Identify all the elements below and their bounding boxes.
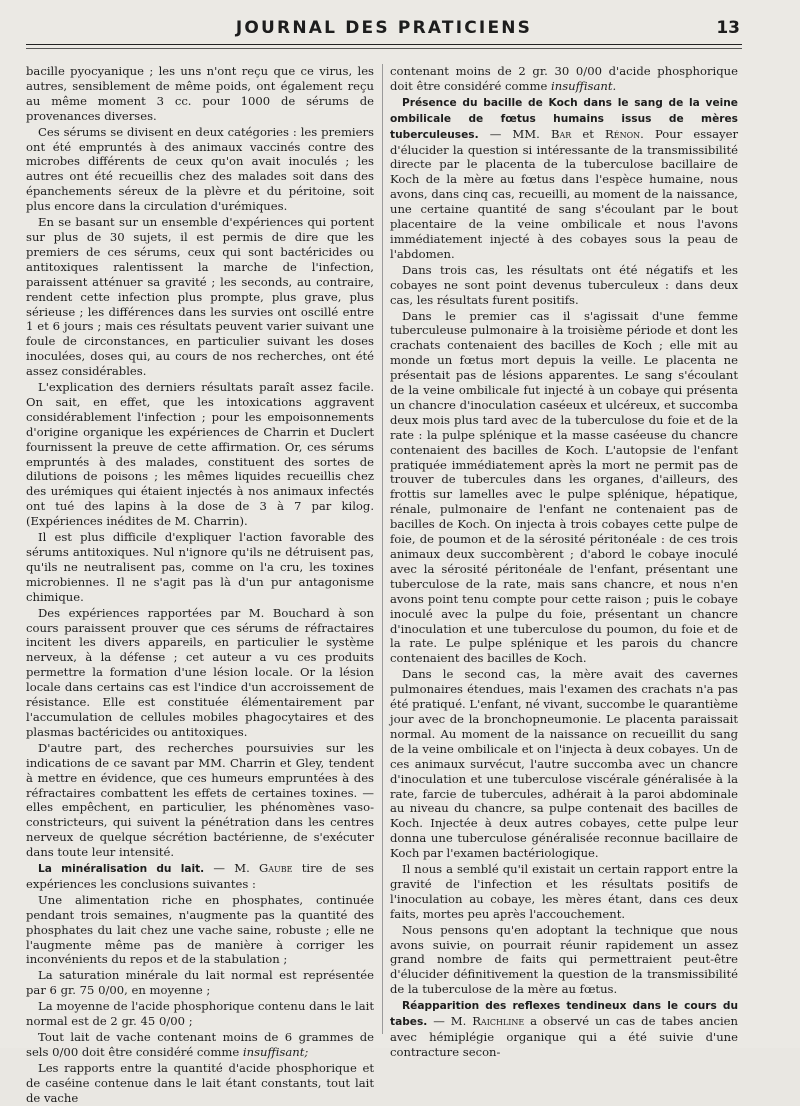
paragraph-text: a observé un cas de tabes ancien avec hémiplégie organique qui a été suivie d'une contracture secon- [390, 1014, 738, 1059]
paragraph: bacille pyocyanique ; les uns n'ont reçu que ce virus, les autres, sensiblement de même poids, ont également reçu au même moment 3 cc. pour 1000 de sérums de provenances diverses. [26, 64, 374, 123]
section-title: Réapparition des reflexes tendineux dans le cours du tabes. [390, 1000, 738, 1029]
paragraph [26, 1030, 374, 1060]
conjunction: et [571, 126, 606, 141]
paragraph-text: contenant moins de 2 gr. 30 0/00 d'acide phosphorique doit être considéré comme [390, 64, 738, 93]
paragraph: Il est plus difficile d'expliquer l'action favorable des sérums antitoxiques. Nul n'ignore qu'ils ne détruisent pas, qu'ils ne neutralisent pas, comme on l'a cru, les toxines microbiennes. Il ne s'agit pas là d'un pur antagonisme chimique. [26, 530, 374, 604]
column-divider [382, 64, 383, 1034]
paragraph [390, 64, 738, 94]
paragraph [26, 380, 374, 529]
paragraph-text: Tout lait de vache contenant moins de 6 grammes de sels 0/00 doit être considéré comme [26, 1030, 374, 1059]
author-name: M. Charrin [174, 514, 240, 529]
paragraph: Nous pensons qu'en adoptant la technique que nous avons suivie, on pourrait réunir rapidement un assez grand nombre de faits qui permettraient peut-être d'élucider définitivement la question de la transmissibilité de la tuberculose de la mère au fœtus. [390, 922, 738, 997]
author-name: Gaube [259, 861, 293, 876]
paragraph: D'autre part, des recherches poursuivies sur les indications de ce savant par MM. Charrin et Gley, tendent à mettre en évidence, que ces humeurs empruntées à des réfractaires combattent les effets de certaines toxines. — elles empêchent, en particulier, les phénomènes vaso-constricteurs, qui suivent la pénétration dans les centres nerveux de quelque sécrétion bactérienne, de s'exécuter dans toute leur intensité. [26, 740, 374, 860]
paragraph-text: tire de ses expériences les conclusions suivantes : [26, 861, 374, 891]
header-rule [26, 44, 742, 45]
section-paragraph [26, 861, 374, 892]
paragraph: La saturation minérale du lait normal est représentée par 6 gr. 75 0/00, en moyenne ; [26, 968, 374, 998]
author-name: Bar [550, 126, 572, 141]
paragraph: Des expériences rapportées par M. Bouchard à son cours paraissent prouver que ces sérums de réfractaires incitent les divers appareils, en particulier le système nerveux, à la défense ; cet auteur a vu ces produits permettre la formation d'une lésion locale. Or la lésion locale dans certains cas est l'indice d'un accroissement de résistance. Elle est constituée élémentairement par l'accumulation de cellules mobiles phagocytaires et des plasmas bactéricides ou antitoxiques. [26, 605, 374, 739]
paragraph: En se basant sur un ensemble d'expériences qui portent sur plus de 30 sujets, il est permis de dire que les premiers de ces sérums, ceux qui sont bactéricides ou antitoxiques ralentissent la marche de l'infection, paraissent atténuer sa gravité ; les seconds, au contraire, rendent cette infection plus prompte, plus grave, plus sérieuse ; les différences dans les survies ont oscillé entre 1 et 6 jours ; mais ces résultats peuvent varier suivant une foule de circonstances, en particulier suivant les doses inoculées, doses qui, au cours de nos recherches, ont été assez considérables. [26, 215, 374, 379]
section-dash: — M. [204, 861, 260, 876]
paragraph: Une alimentation riche en phosphates, continuée pendant trois semaines, n'augmente pas la quantité des phosphates du lait chez une vache saine, robuste ; elle ne l'augmente même pas de manière à corriger les inconvénients du repos et de la stabulation ; [26, 892, 374, 967]
paragraph: Dans le second cas, la mère avait des cavernes pulmonaires étendues, mais l'examen des crachats n'a pas été pratiqué. L'enfant, né vivant, succombe le quarantième jour avec de la bronchopneumonie. Le placenta paraissait normal. Au moment de la naissance on recueillit du sang de la veine ombilicale et on l'injecta à deux cobayes. Un de ces animaux survécut, l'autre succomba avec un chancre d'inoculation et une tuberculose viscérale généralisée à la rate, farcie de tubercules, adhérait à la paroi abdominale au niveau du chancre, sa pulpe contenait des bacilles de Koch. Injectée à deux autres cobayes, cette pulpe leur donna une tuberculose généralisée reconnue bacillaire de Koch par l'examen bactériologique. [390, 667, 738, 861]
paragraph-text: . Pour essayer d'élucider la question si intéressante de la transmissibilité directe par le placenta de la tuberculose bacillaire de Koch de la mère au fœtus dans l'espèce humaine, nous avons, dans cinq cas, recueilli, au moment de la naissance, une certaine quantité de sang s'écoulant par le bout placentaire de la veine ombilicale et nous l'avons immédiatement injecté à des cobayes sous la peau de l'abdomen. [390, 126, 738, 261]
left-column [26, 64, 374, 1105]
section-title: La minéralisation du lait. [38, 863, 205, 876]
italic-text: insuffisant; [242, 1044, 309, 1059]
author-name: Rénon [605, 126, 641, 141]
section-paragraph [390, 95, 738, 262]
paragraph: Dans le premier cas il s'agissait d'une femme tuberculeuse pulmonaire à la troisième période et dont les crachats contenaient des bacilles de Koch ; elle mit au monde un fœtus mort depuis la veille. Le placenta ne présentait pas de lésions apparentes. Le sang s'écoulant de la veine ombilicale fut injecté à un cobaye qui présenta un chancre d'inoculation caséeux et ulcéreux, et succomba deux mois plus tard avec de la tuberculose du foie et de la rate : la pulpe splénique et la masse caséeuse du chancre contenaient des bacilles de Koch. L'autopsie de l'enfant pratiquée immédiatement après la mort ne permit pas de trouver de tubercules dans les organes, d'ailleurs, des frottis sur lamelles avec le pulpe splénique, hépatique, rénale, pulmonaire de l'enfant ne contenaient pas de bacilles de Koch. On injecta à trois cobayes cette pulpe de foie, de poumon et de la sérosité péritonéale : de ces trois animaux deux succombèrent ; d'abord le cobaye inoculé avec la sérosité péritonéale de l'enfant, présentant une tuberculose de la rate, mais sans chancre, et nous n'en avons point tenu compte pour cette raison ; puis le cobaye inoculé avec la pulpe du foie, présentant un chancre d'inoculation et une tuberculose du poumon, du foie et de la rate. Le pulpe splénique et les parois du chancre contenaient des bacilles de Koch. [390, 308, 738, 666]
section-title: Présence du bacille de Koch dans le sang de la veine ombilicale de fœtus humains issus de mères tuberculeuses. [390, 96, 738, 141]
paragraph: Il nous a semblé qu'il existait un certain rapport entre la gravité de l'infection et les résultats positifs de l'inoculation au cobaye, les mères étant, dans ces deux faits, mortes peu après l'accouchement. [390, 862, 738, 921]
section-paragraph [390, 998, 738, 1060]
section-dash: — M. [427, 1014, 473, 1029]
author-name: Raichline [472, 1014, 525, 1029]
page-header [26, 14, 742, 44]
paragraph-text: L'explication des derniers résultats paraît assez facile. On sait, en effet, que les intoxications aggravent considérablement l'infection ; pour les empoisonnements d'origine organique les expériences de Charrin et Duclert fournissent la preuve de cette affirmation. Or, ces sérums empruntés à des malades, constituent des sortes de dilutions de poisons ; les mêmes liquides recueillis chez des urémiques qui étaient injectés à nos animaux infectés ont tué des lapins à la dose de 3 à 7 par kilog. (Expériences inédites de [26, 380, 374, 529]
paragraph: Les rapports entre la quantité d'acide phosphorique et de caséine contenue dans le lait étant constants, tout lait de vache [26, 1060, 374, 1105]
paragraph-text: ). [239, 514, 248, 529]
right-column [390, 64, 738, 1059]
italic-text: insuffisant. [551, 78, 617, 93]
journal-title: JOURNAL DES PRATICIENS [235, 18, 533, 38]
paragraph: Dans trois cas, les résultats ont été négatifs et les cobayes ne sont point devenus tuberculeux : dans deux cas, les résultats furent positifs. [390, 262, 738, 307]
page-number: 13 [716, 18, 740, 38]
section-dash: — MM. [478, 126, 551, 141]
header-rule-thin [26, 48, 742, 49]
paragraph: Ces sérums se divisent en deux catégories : les premiers ont été empruntés à des animaux vaccinés contre des microbes différents de ceux qu'on avait inoculés ; les autres ont été recueillis chez des malades soit dans des épanchements séreux de la plèvre et du péritoine, soit plus encore dans la circulation d'urémiques. [26, 124, 374, 214]
paragraph: La moyenne de l'acide phosphorique contenu dans le lait normal est de 2 gr. 45 0/00 ; [26, 999, 374, 1029]
